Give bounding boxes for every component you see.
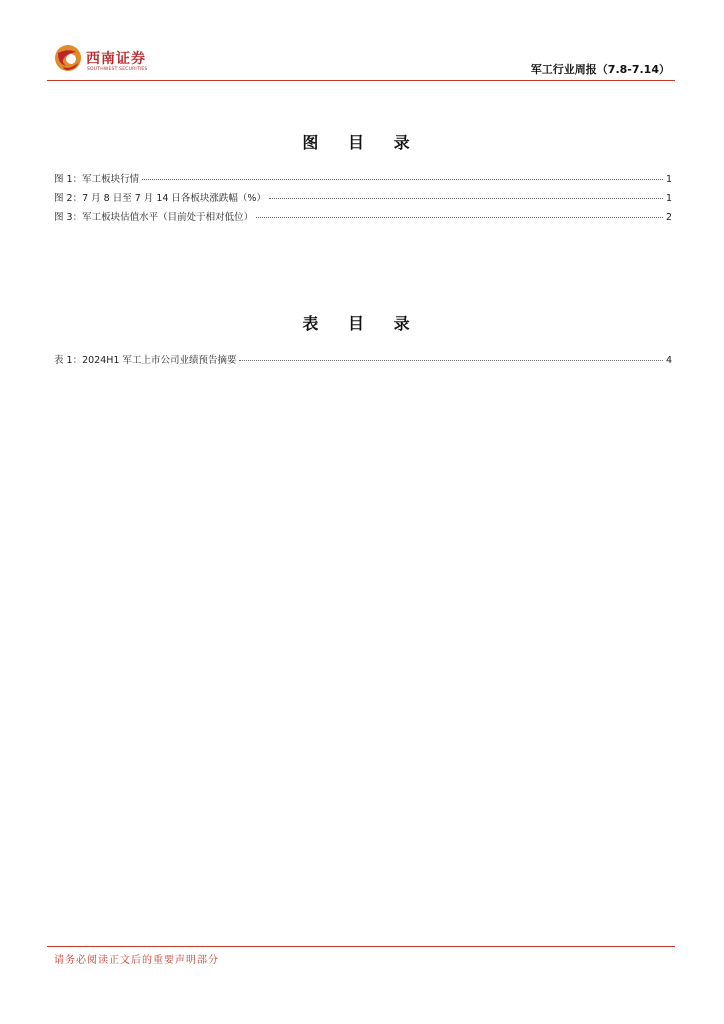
toc-leader-dots bbox=[142, 179, 663, 180]
toc-leader-dots bbox=[269, 198, 663, 199]
toc-entry-label: 图 1：军工板块行情 bbox=[54, 174, 140, 185]
toc-leader-dots bbox=[256, 217, 663, 218]
footer-disclaimer-notice: 请务必阅读正文后的重要声明部分 bbox=[54, 955, 219, 966]
toc-entry-page: 1 bbox=[665, 193, 672, 204]
logo-emblem-icon bbox=[54, 44, 82, 72]
figure-toc-list bbox=[54, 171, 672, 228]
page-header bbox=[54, 42, 674, 80]
toc-entry-label: 表 1：2024H1 军工上市公司业绩预告摘要 bbox=[54, 355, 237, 366]
toc-entry-label: 图 2：7 月 8 日至 7 月 14 日各板块涨跌幅（%） bbox=[54, 193, 266, 204]
table-toc-list bbox=[54, 352, 672, 371]
toc-entry-table-1[interactable] bbox=[54, 352, 672, 371]
toc-entry-figure-2[interactable] bbox=[54, 190, 672, 209]
report-title: 军工行业周报（7.8-7.14） bbox=[530, 63, 670, 76]
toc-entry-page: 2 bbox=[665, 212, 672, 223]
logo-chinese-name: 西南证券 bbox=[86, 51, 146, 67]
toc-entry-page: 4 bbox=[665, 355, 672, 366]
table-toc-title: 表 目 录 bbox=[302, 314, 422, 333]
toc-leader-dots bbox=[239, 360, 663, 361]
toc-entry-label: 图 3：军工板块估值水平（目前处于相对低位） bbox=[54, 212, 254, 223]
toc-entry-page: 1 bbox=[665, 174, 672, 185]
toc-entry-figure-3[interactable] bbox=[54, 209, 672, 228]
footer-divider bbox=[47, 946, 675, 947]
header-divider bbox=[47, 80, 675, 81]
figure-toc-title: 图 目 录 bbox=[302, 133, 422, 152]
toc-entry-figure-1[interactable] bbox=[54, 171, 672, 190]
logo-english-name: SOUTHWEST SECURITIES bbox=[87, 67, 148, 72]
